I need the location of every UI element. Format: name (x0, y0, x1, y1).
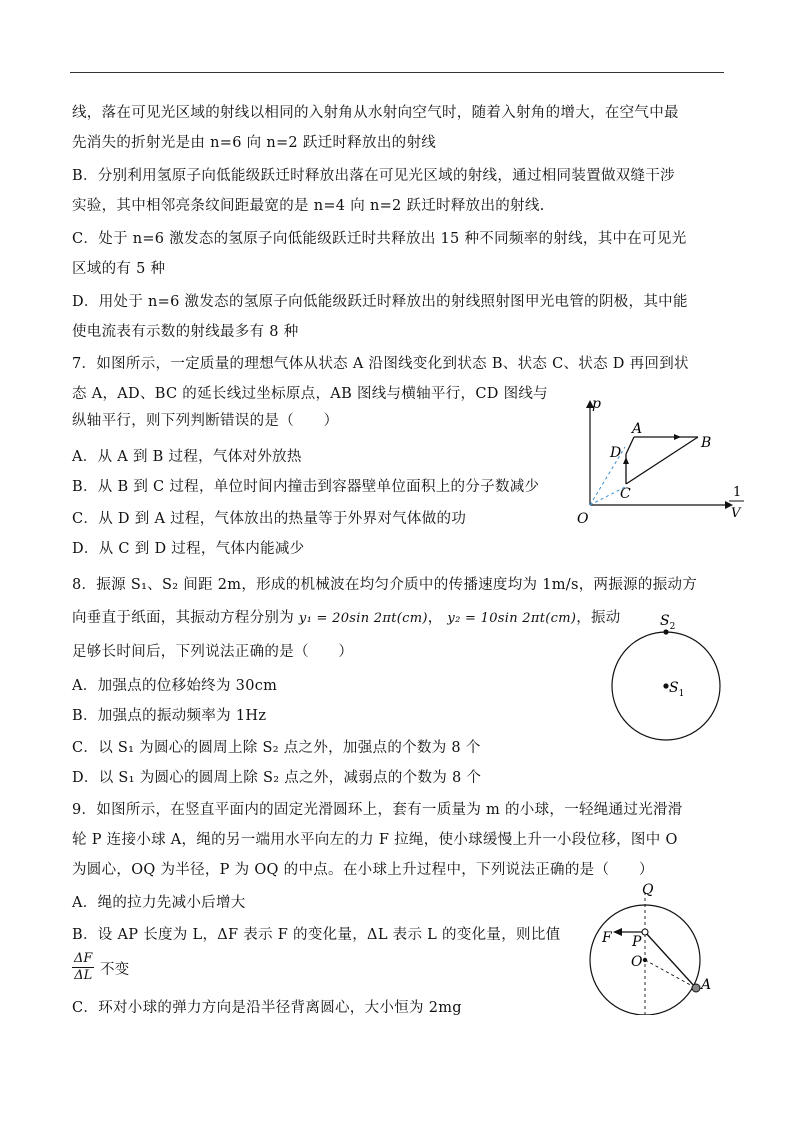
line-bc (626, 437, 698, 484)
ball-a (692, 984, 700, 992)
q8-option-b: B．加强点的振动频率为 1Hz (72, 708, 267, 724)
text-line: 实验，其中相邻亮条纹间距最宽的是 n=4 向 n=2 跃迁时释放出的射线. (72, 198, 545, 214)
text-line: 足够长时间后，下列说法正确的是（ ） (72, 644, 354, 660)
q9-option-b: B．设 AP 长度为 L，ΔF 表示 F 的变化量，ΔL 表示 L 的变化量，则比值 (72, 927, 561, 943)
text-line: 轮 P 连接小球 A，绳的另一端用水平向左的力 F 拉绳，使小球缓慢上升一小段位移，图中 O (72, 832, 678, 848)
text-line: 为圆心，OQ 为半径，P 为 OQ 的中点。在小球上升过程中，下列说法正确的是（ ） (72, 862, 654, 878)
label-a: A (701, 977, 712, 993)
text-line: 线，落在可见光区域的射线以相同的入射角从水射向空气时，随着入射角的增大，在空气中最 (72, 105, 679, 121)
q7-option-b: B．从 B 到 C 过程，单位时间内撞击到容器壁单位面积上的分子数减少 (72, 479, 540, 495)
q8-option-d: D．以 S₁ 为圆心的圆周上除 S₂ 点之外，减弱点的个数为 8 个 (72, 770, 482, 786)
label-b: B (701, 435, 712, 451)
figure-pv-diagram (570, 390, 760, 530)
label-o: O (631, 954, 643, 970)
option-b: B．分别利用氢原子向低能级跃迁时释放出落在可见光区域的射线，通过相同装置做双缝干涉 (72, 168, 675, 184)
label-one: 1 (733, 485, 742, 500)
label-s1: $S_1$ (669, 680, 685, 699)
label-a: A (632, 421, 643, 437)
question-7: 7．如图所示，一定质量的理想气体从状态 A 沿图线变化到状态 B、状态 C、状态 D 再回到状 (72, 356, 689, 372)
q9-option-c: C．环对小球的弹力方向是沿半径背离圆心，大小恒为 2mg (72, 1000, 462, 1016)
label-f: F (602, 930, 612, 946)
option-d: D．用处于 n=6 激发态的氢原子向低能级跃迁时释放出的射线照射图甲光电管的阴极，其中能 (72, 294, 688, 310)
center-o (643, 958, 647, 962)
radius-oa (645, 960, 696, 988)
label-c: C (620, 486, 631, 502)
text-line: 不变 (100, 962, 130, 978)
text-line: 纵轴平行，则下列判断错误的是（ ） (72, 413, 339, 429)
label-p: p (592, 396, 601, 412)
pulley-p (642, 929, 648, 935)
text-line: 先消失的折射光是由 n=6 向 n=2 跃迁时释放出的射线 (72, 135, 437, 151)
text-line: 态 A，AD、BC 的延长线过坐标原点，AB 图线与横轴平行，CD 图线与 (72, 386, 548, 402)
figure-ring-pulley (580, 880, 730, 1015)
label-q: Q (642, 882, 654, 898)
q7-option-c: C．从 D 到 A 过程，气体放出的热量等于外界对气体做的功 (72, 511, 467, 527)
line-da (626, 437, 634, 454)
q8-option-c: C．以 S₁ 为圆心的圆周上除 S₂ 点之外，加强点的个数为 8 个 (72, 740, 481, 756)
header-rule (70, 72, 724, 73)
point-s2 (663, 629, 668, 634)
formula-y1: y₁ = 20sin 2πt(cm) (298, 611, 428, 626)
point-s1 (663, 683, 668, 688)
q8-option-a: A．加强点的位移始终为 30cm (72, 678, 278, 694)
label-d: D (610, 445, 622, 461)
label-s2: $S_2$ (660, 613, 676, 632)
label-o: O (577, 511, 589, 527)
text-line: 使电流表有示数的射线最多有 8 种 (72, 324, 299, 340)
arrow-cd-icon (623, 457, 629, 464)
label-v: V (731, 506, 741, 521)
option-c: C．处于 n=6 激发态的氢原子向低能级跃迁时共释放出 15 种不同频率的射线，其中在可见光 (72, 231, 687, 247)
formula-y2: y₂ = 10sin 2πt(cm) (447, 611, 577, 626)
text-line: 区域的有 5 种 (72, 261, 166, 277)
q9-option-a: A．绳的拉力先减小后增大 (72, 895, 246, 911)
fraction-df-dl: $\frac{\Delta F}{\Delta L}$ (74, 951, 93, 983)
question-9: 9．如图所示，在竖直平面内的固定光滑圆环上，套有一质量为 m 的小球，一轻绳通过光滑滑 (72, 802, 683, 818)
text-line: 向垂直于纸面，其振动方程分别为 y₁ = 20sin 2πt(cm)， y₂ = 10sin 2πt(cm)，振动 (72, 610, 621, 626)
figure-wave-sources (605, 610, 735, 745)
q7-option-d: D．从 C 到 D 过程，气体内能减少 (72, 541, 305, 557)
question-8: 8．振源 S₁、S₂ 间距 2m，形成的机械波在均匀介质中的传播速度均为 1m/s，两振源的振动方 (72, 577, 698, 593)
label-p: P (632, 934, 642, 950)
q7-option-a: A．从 A 到 B 过程，气体对外放热 (72, 449, 302, 465)
rope-pa (645, 932, 696, 988)
arrow-ab-icon (674, 434, 681, 440)
force-arrow-icon (613, 928, 622, 936)
